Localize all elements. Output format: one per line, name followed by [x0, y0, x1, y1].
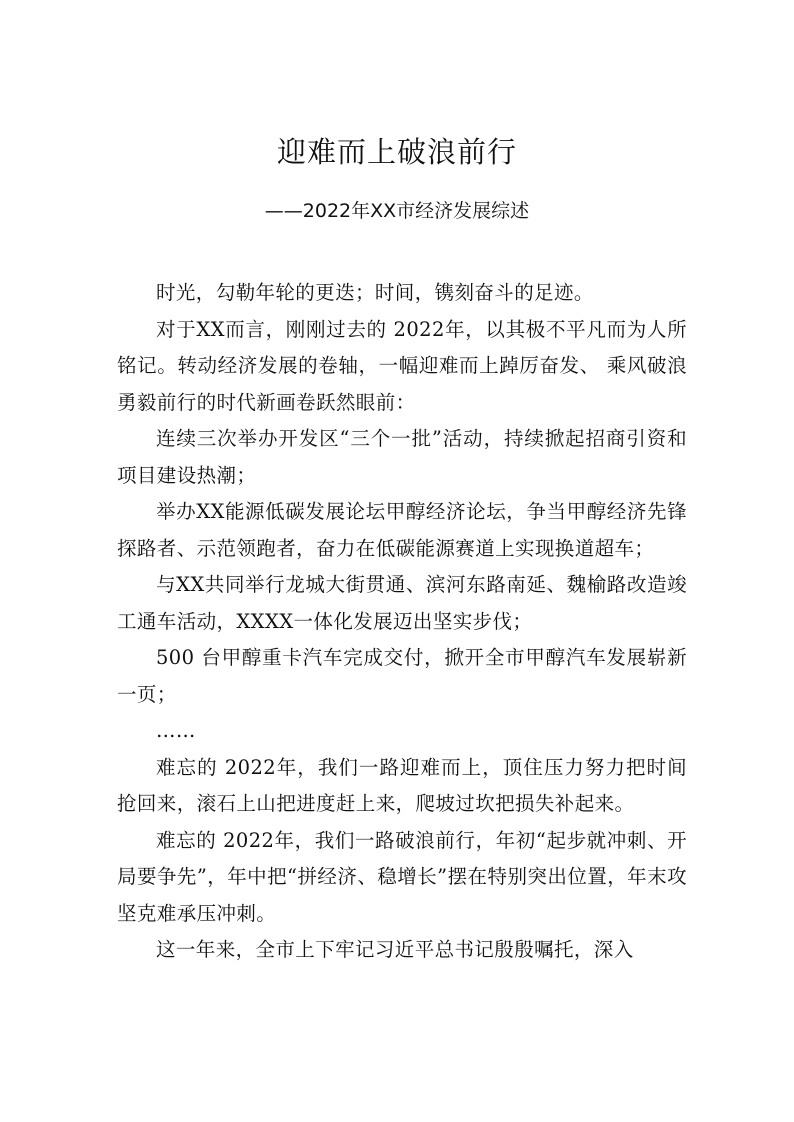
paragraph: 举办XX能源低碳发展论坛甲醇经济论坛，争当甲醇经济先锋探路者、示范领跑者，奋力在低碳能源赛道上实现换道超车；: [117, 500, 687, 560]
paragraph-ellipsis: ……: [156, 719, 196, 742]
paragraph: 时光，勾勒年轮的更迭；时间，镌刻奋斗的足迹。: [156, 281, 594, 304]
document-subtitle: ——2022年XX市经济发展综述: [264, 200, 530, 222]
paragraph: 难忘的 2022年，我们一路破浪前行，年初“起步就冲刺、开局要争先”，年中把“拼经济、稳增长”摆在特别突出位置，年末攻坚克难承压冲刺。: [117, 828, 687, 925]
paragraph: 连续三次举办开发区“三个一批”活动，持续掀起招商引资和项目建设热潮；: [117, 427, 687, 487]
document-body: [117, 275, 687, 969]
paragraph: 500 台甲醇重卡汽车完成交付，掀开全市甲醇汽车发展崭新一页；: [117, 646, 687, 706]
document-title: 迎难而上破浪前行: [276, 135, 517, 169]
paragraph: 对于XX而言，刚刚过去的 2022年，以其极不平凡而为人所铭记。转动经济发展的卷轴，一幅迎难而上踔厉奋发、 乘风破浪勇毅前行的时代新画卷跃然眼前：: [117, 317, 687, 414]
paragraph: 与XX共同举行龙城大街贯通、滨河东路南延、魏榆路改造竣工通车活动，XXXX一体化发展迈出坚实步伐；: [117, 573, 687, 633]
paragraph: 这一年来，全市上下牢记习近平总书记殷殷嘱托，深入: [156, 938, 634, 961]
paragraph: 难忘的 2022年，我们一路迎难而上，顶住压力努力把时间抢回来，滚石上山把进度赶上来，爬坡过坎把损失补起来。: [117, 755, 687, 815]
